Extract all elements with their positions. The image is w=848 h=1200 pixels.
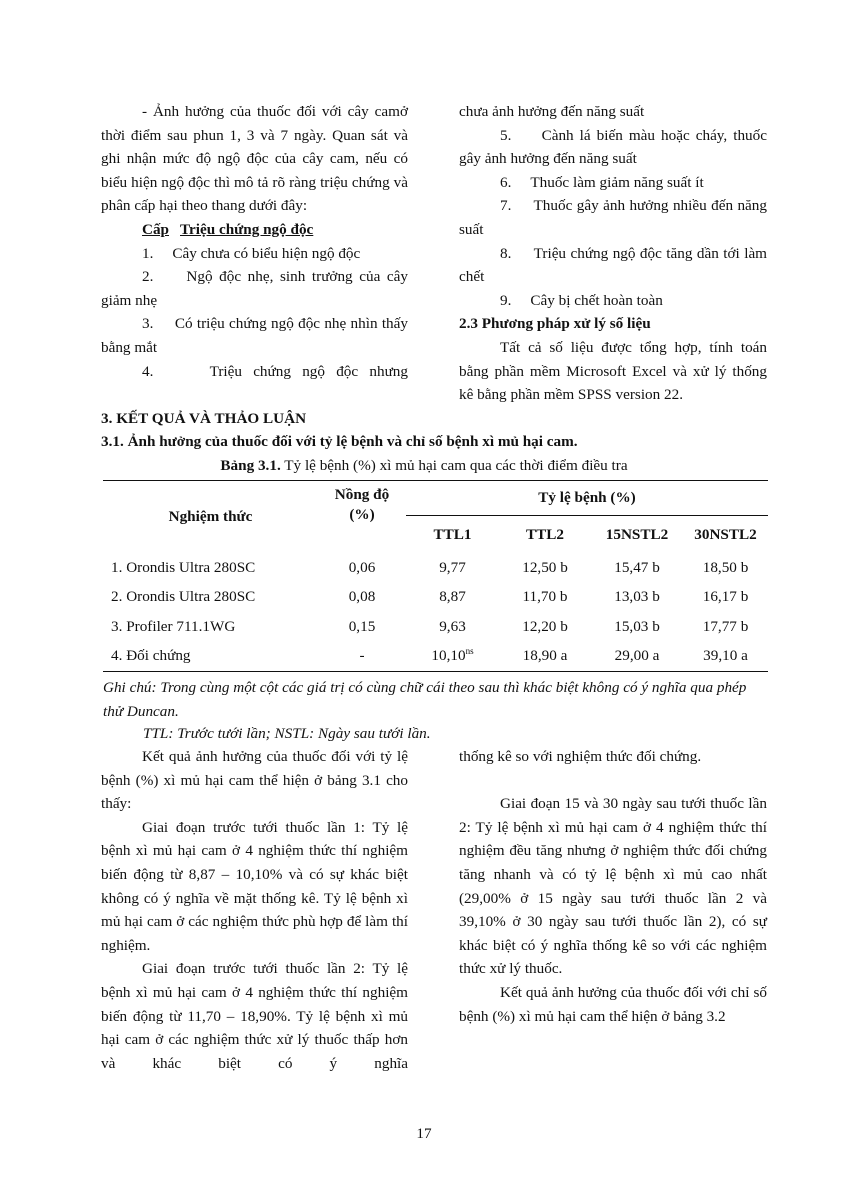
scale-item-3: 3. Có triệu chứng ngộ độc nhẹ nhìn thấy bằng mắt — [101, 315, 408, 356]
paragraph-results-intro: Kết quả ảnh hưởng của thuốc đối với tỷ lệ bệnh (%) xì mủ hại cam thể hiện ở bảng 3.1 cho thấy: — [101, 748, 408, 813]
scale-item-8: 8. Triệu chứng ngộ độc tăng dần tới làm chết — [459, 244, 767, 286]
note-label: Ghi chú — [103, 679, 152, 696]
scale-item-1: 1. Cây chưa có biểu hiện ngộ độc — [142, 244, 361, 262]
concentration-cell: - — [318, 642, 406, 672]
ttl1-cell — [406, 642, 499, 672]
ttl1-value: 9,63 — [439, 617, 466, 635]
scale-item-9: 9. Cây bị chết hoàn toàn — [500, 291, 663, 309]
scale-item-2: 2. Ngộ độc nhẹ, sinh trưởng của cây giảm nhẹ — [101, 268, 408, 309]
scale-header-symptom: Triệu chứng ngộ độc — [180, 220, 314, 238]
ttl1-value: 10,10 — [431, 647, 466, 665]
note-text: : Trong cùng một cột các giá trị có cùng chữ cái theo sau thì khác biệt không có ý nghĩa qua phép thử Duncan. — [103, 679, 747, 720]
scale-item-6: 6. Thuốc làm giảm năng suất ít — [500, 173, 704, 191]
paragraph-before-first-irrigation: Giai đoạn trước tưới thuốc lần 1: Tỷ lệ bệnh xì mủ hại cam ở 4 nghiệm thức thí nghiệm biến động từ 8,87 – 10,10% và có sự khác biệt không có ý nghĩa về mặt thống kê. Tỷ lệ bệnh xì mủ hại cam ở các nghiệm thức phù hợp để làm thí nghiệm. — [101, 818, 408, 954]
concentration-cell: 0,08 — [348, 588, 376, 606]
scale-item-4: 4. Triệu chứng ngộ độc nhưng — [142, 362, 408, 380]
table-row — [103, 612, 768, 642]
scale-header-level: Cấp — [142, 220, 170, 238]
header-ttl2: TTL2 — [526, 525, 564, 543]
abbreviation-note: TTL: Trước tưới lần; NSTL: Ngày sau tưới lần. — [143, 725, 431, 742]
ttl2-cell: 12,20 b — [522, 617, 568, 635]
paragraph-table-3-2-intro: Kết quả ảnh hưởng của thuốc đối với chỉ số bệnh (%) xì mủ hại cam thể hiện ở bảng 3.2 — [459, 983, 767, 1025]
treatment-cell: 2. Orondis Ultra 280SC — [111, 588, 256, 606]
header-ttl1: TTL1 — [433, 525, 472, 543]
ttl2-cell: 11,70 b — [522, 588, 568, 606]
table-caption-text: Tỷ lệ bệnh (%) xì mủ hại cam qua các thời điểm điều tra — [280, 457, 628, 474]
30nstl2-cell: 17,77 b — [702, 617, 749, 635]
ns-superscript: ns — [465, 646, 474, 657]
paragraph-phytotoxicity: - Ảnh hưởng của thuốc đối với cây camở thời điểm sau phun 1, 3 và 7 ngày. Quan sát và ghi nhận mức độ ngộ độc của cây cam, nếu có biểu hiện ngộ độc thì mô tả rõ ràng triệu chứng và phân cấp hại theo thang dưới đây: — [101, 103, 408, 215]
table-row — [103, 553, 768, 583]
header-concentration-line1: Nồng độ — [334, 486, 390, 503]
section-3-1-heading: 3.1. Ảnh hưởng của thuốc đối với tỷ lệ bệnh và chỉ số bệnh xì mủ hại cam. — [101, 433, 578, 450]
paragraph-15-30-days: Giai đoạn 15 và 30 ngày sau tưới thuốc lần 2: Tỷ lệ bệnh xì mủ hại cam ở 4 nghiệm thức thí nghiệm đều tăng nhưng ở nghiệm thức đối chứng tăng nhanh và có tỷ lệ bệnh xì mủ cao nhất (29,00% ở 15 ngày sau tưới thuốc lần 2 và 39,10% ở 30 ngày sau tưới thuốc lần 2), có sự khác biệt có ý nghĩa thống kê so với các nghiệm thức xử lý thuốc. — [459, 795, 767, 978]
concentration-cell: 0,15 — [348, 617, 376, 635]
header-concentration — [318, 481, 406, 554]
paragraph-data-processing: Tất cả số liệu được tổng hợp, tính toán bằng phần mềm Microsoft Excel và xử lý thống kê bằng phần mềm SPSS version 22. — [459, 338, 767, 404]
scale-item-5: 5. Cành lá biến màu hoặc cháy, thuốc gây ảnh hưởng đến năng suất — [459, 126, 767, 168]
scale-item-7: 7. Thuốc gây ảnh hưởng nhiều đến năng suất — [459, 197, 767, 238]
section-2-3-heading: 2.3 Phương pháp xử lý số liệu — [459, 315, 651, 333]
header-treatment: Nghiệm thức — [103, 481, 318, 554]
table-caption — [0, 454, 848, 478]
ttl1-value: 9,77 — [439, 558, 466, 576]
top-right-column — [459, 100, 767, 407]
ttl1-value: 8,87 — [439, 588, 466, 606]
ttl1-cell — [406, 612, 499, 642]
section-3-heading: 3. KẾT QUẢ VÀ THẢO LUẬN — [101, 410, 307, 427]
header-concentration-line2: (%) — [349, 506, 375, 523]
15nstl2-cell: 15,03 b — [614, 617, 660, 635]
15nstl2-cell: 29,00 a — [591, 642, 683, 672]
scale-header — [101, 218, 408, 242]
treatment-cell: 4. Đối chứng — [103, 642, 318, 672]
table-row — [103, 642, 768, 672]
page-number: 17 — [416, 1125, 432, 1142]
15nstl2-cell: 15,47 b — [614, 558, 660, 576]
ttl2-cell: 18,90 a — [499, 642, 591, 672]
header-disease-rate: Tỷ lệ bệnh (%) — [406, 481, 768, 516]
table-note — [103, 676, 763, 723]
paragraph-continued: thống kê so với nghiệm thức đối chứng. — [459, 748, 702, 765]
treatment-cell: 3. Profiler 711.1WG — [111, 617, 236, 635]
bottom-left-column — [101, 745, 408, 1075]
header-15nstl2: 15NSTL2 — [605, 525, 669, 543]
30nstl2-cell: 18,50 b — [702, 558, 749, 576]
bottom-right-column — [459, 745, 767, 1028]
disease-rate-table — [103, 480, 768, 672]
ttl1-cell — [406, 583, 499, 613]
table-row — [103, 583, 768, 613]
30nstl2-cell: 39,10 a — [683, 642, 768, 672]
top-left-column — [101, 100, 408, 383]
ttl2-cell: 12,50 b — [522, 558, 568, 576]
concentration-cell: 0,06 — [348, 558, 376, 576]
header-30nstl2: 30NSTL2 — [694, 525, 757, 543]
paragraph-before-second-irrigation: Giai đoạn trước tưới thuốc lần 2: Tỷ lệ bệnh xì mủ hại cam ở 4 nghiệm thức thí nghiệm biến động từ 11,70 – 18,90%. Tỷ lệ bệnh xì mủ hại cam ở các nghiệm thức xử lý thuốc thấp hơn và khác biệt có ý nghĩa — [101, 960, 408, 1072]
15nstl2-cell: 13,03 b — [614, 588, 660, 606]
table-caption-label: Bảng 3.1. — [220, 457, 281, 474]
treatment-cell: 1. Orondis Ultra 280SC — [111, 558, 256, 576]
ttl1-cell — [406, 553, 499, 583]
30nstl2-cell: 16,17 b — [702, 588, 749, 606]
scale-item-4-continued: chưa ảnh hưởng đến năng suất — [459, 103, 645, 120]
